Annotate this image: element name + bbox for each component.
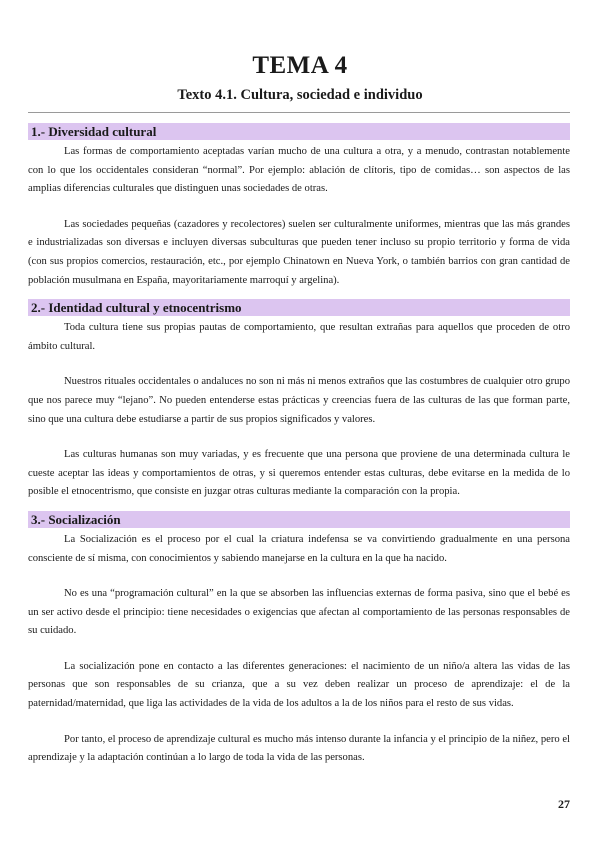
page-subtitle: Texto 4.1. Cultura, sociedad e individuo bbox=[177, 87, 423, 103]
paragraph: Las culturas humanas son muy variadas, y es frecuente que una persona que proviene de una determinada cultura le cueste aceptar las ideas y comportamientos de otras, y si queremos entender estas culturas, debe evitarse en la medida de lo posible el etnocentrismo, que consiste en juzgar otras culturas mediante la comparación con la propia. bbox=[28, 449, 570, 498]
paragraph: La Socialización es el proceso por el cual la criatura indefensa se va convirtiendo gradualmente en una persona consciente de sí misma, con conocimientos y sabiendo manejarse en la cultura en la que ha nacido. bbox=[28, 533, 570, 564]
paragraph: Las sociedades pequeñas (cazadores y recolectores) suelen ser culturalmente uniformes, mientras que las más grandes e industrializadas son diversas e incluyen diversas subculturas que pueden tener incluso su propio territorio y forma de vida (con sus propios comercios, restauración, etc., por ejemplo Chinatown en Nueva York, o también barrios con gran cantidad de población musulmana en España, mayoritariamente marroquí y argelina). bbox=[28, 218, 570, 286]
paragraph: Toda cultura tiene sus propias pautas de comportamiento, que resultan extrañas para aquellos que proceden de otro ámbito cultural. bbox=[28, 322, 570, 352]
page-title: TEMA 4 bbox=[252, 52, 348, 79]
paragraph: La socialización pone en contacto a las diferentes generaciones: el nacimiento de un niño/a altera las vidas de las personas que son responsables de su crianza, que a su vez deben realizar un proceso de aprendizaje: el de la paternidad/maternidad, que liga las actividades de la vida de los adultos a la de los niños para el resto de sus vidas. bbox=[28, 660, 570, 710]
paragraph: No es una “programación cultural” en la que se absorben las influencias externas de forma pasiva, sino que el bebé es un ser activo desde el principio: tiene necesidades o exigencias que afectan al comportamiento de las personas responsables de su cuidado. bbox=[28, 588, 570, 637]
section-heading-identidad: 2.- Identidad cultural y etnocentrismo bbox=[28, 299, 570, 316]
header-divider bbox=[28, 112, 570, 113]
page-number: 27 bbox=[558, 797, 570, 811]
section-heading-diversidad: 1.- Diversidad cultural bbox=[28, 123, 570, 140]
paragraph: Las formas de comportamiento aceptadas varían mucho de una cultura a otra, y a menudo, contrastan notablemente con lo que los occidentales consideran “normal”. Por ejemplo: ablación de clítoris, tipo de comidas… son aspectos de las amplias diferencias culturales que distinguen unas sociedades de otras. bbox=[28, 146, 570, 195]
paragraph: Nuestros rituales occidentales o andaluces no son ni más ni menos extraños que las costumbres de cualquier otro grupo que nos parece muy “lejano”. No pueden entenderse estas prácticas y creencias fuera de las culturas de las que forman parte, sino que una cultura debe estudiarse a partir de sus propios significados y valores. bbox=[28, 376, 570, 425]
document-body bbox=[28, 123, 570, 768]
section-heading-socializacion: 3.- Socialización bbox=[28, 511, 570, 528]
paragraph: Por tanto, el proceso de aprendizaje cultural es mucho más intenso durante la infancia y el principio de la niñez, pero el aprendizaje y la adaptación continúan a lo largo de toda la vida de las personas. bbox=[28, 733, 570, 764]
